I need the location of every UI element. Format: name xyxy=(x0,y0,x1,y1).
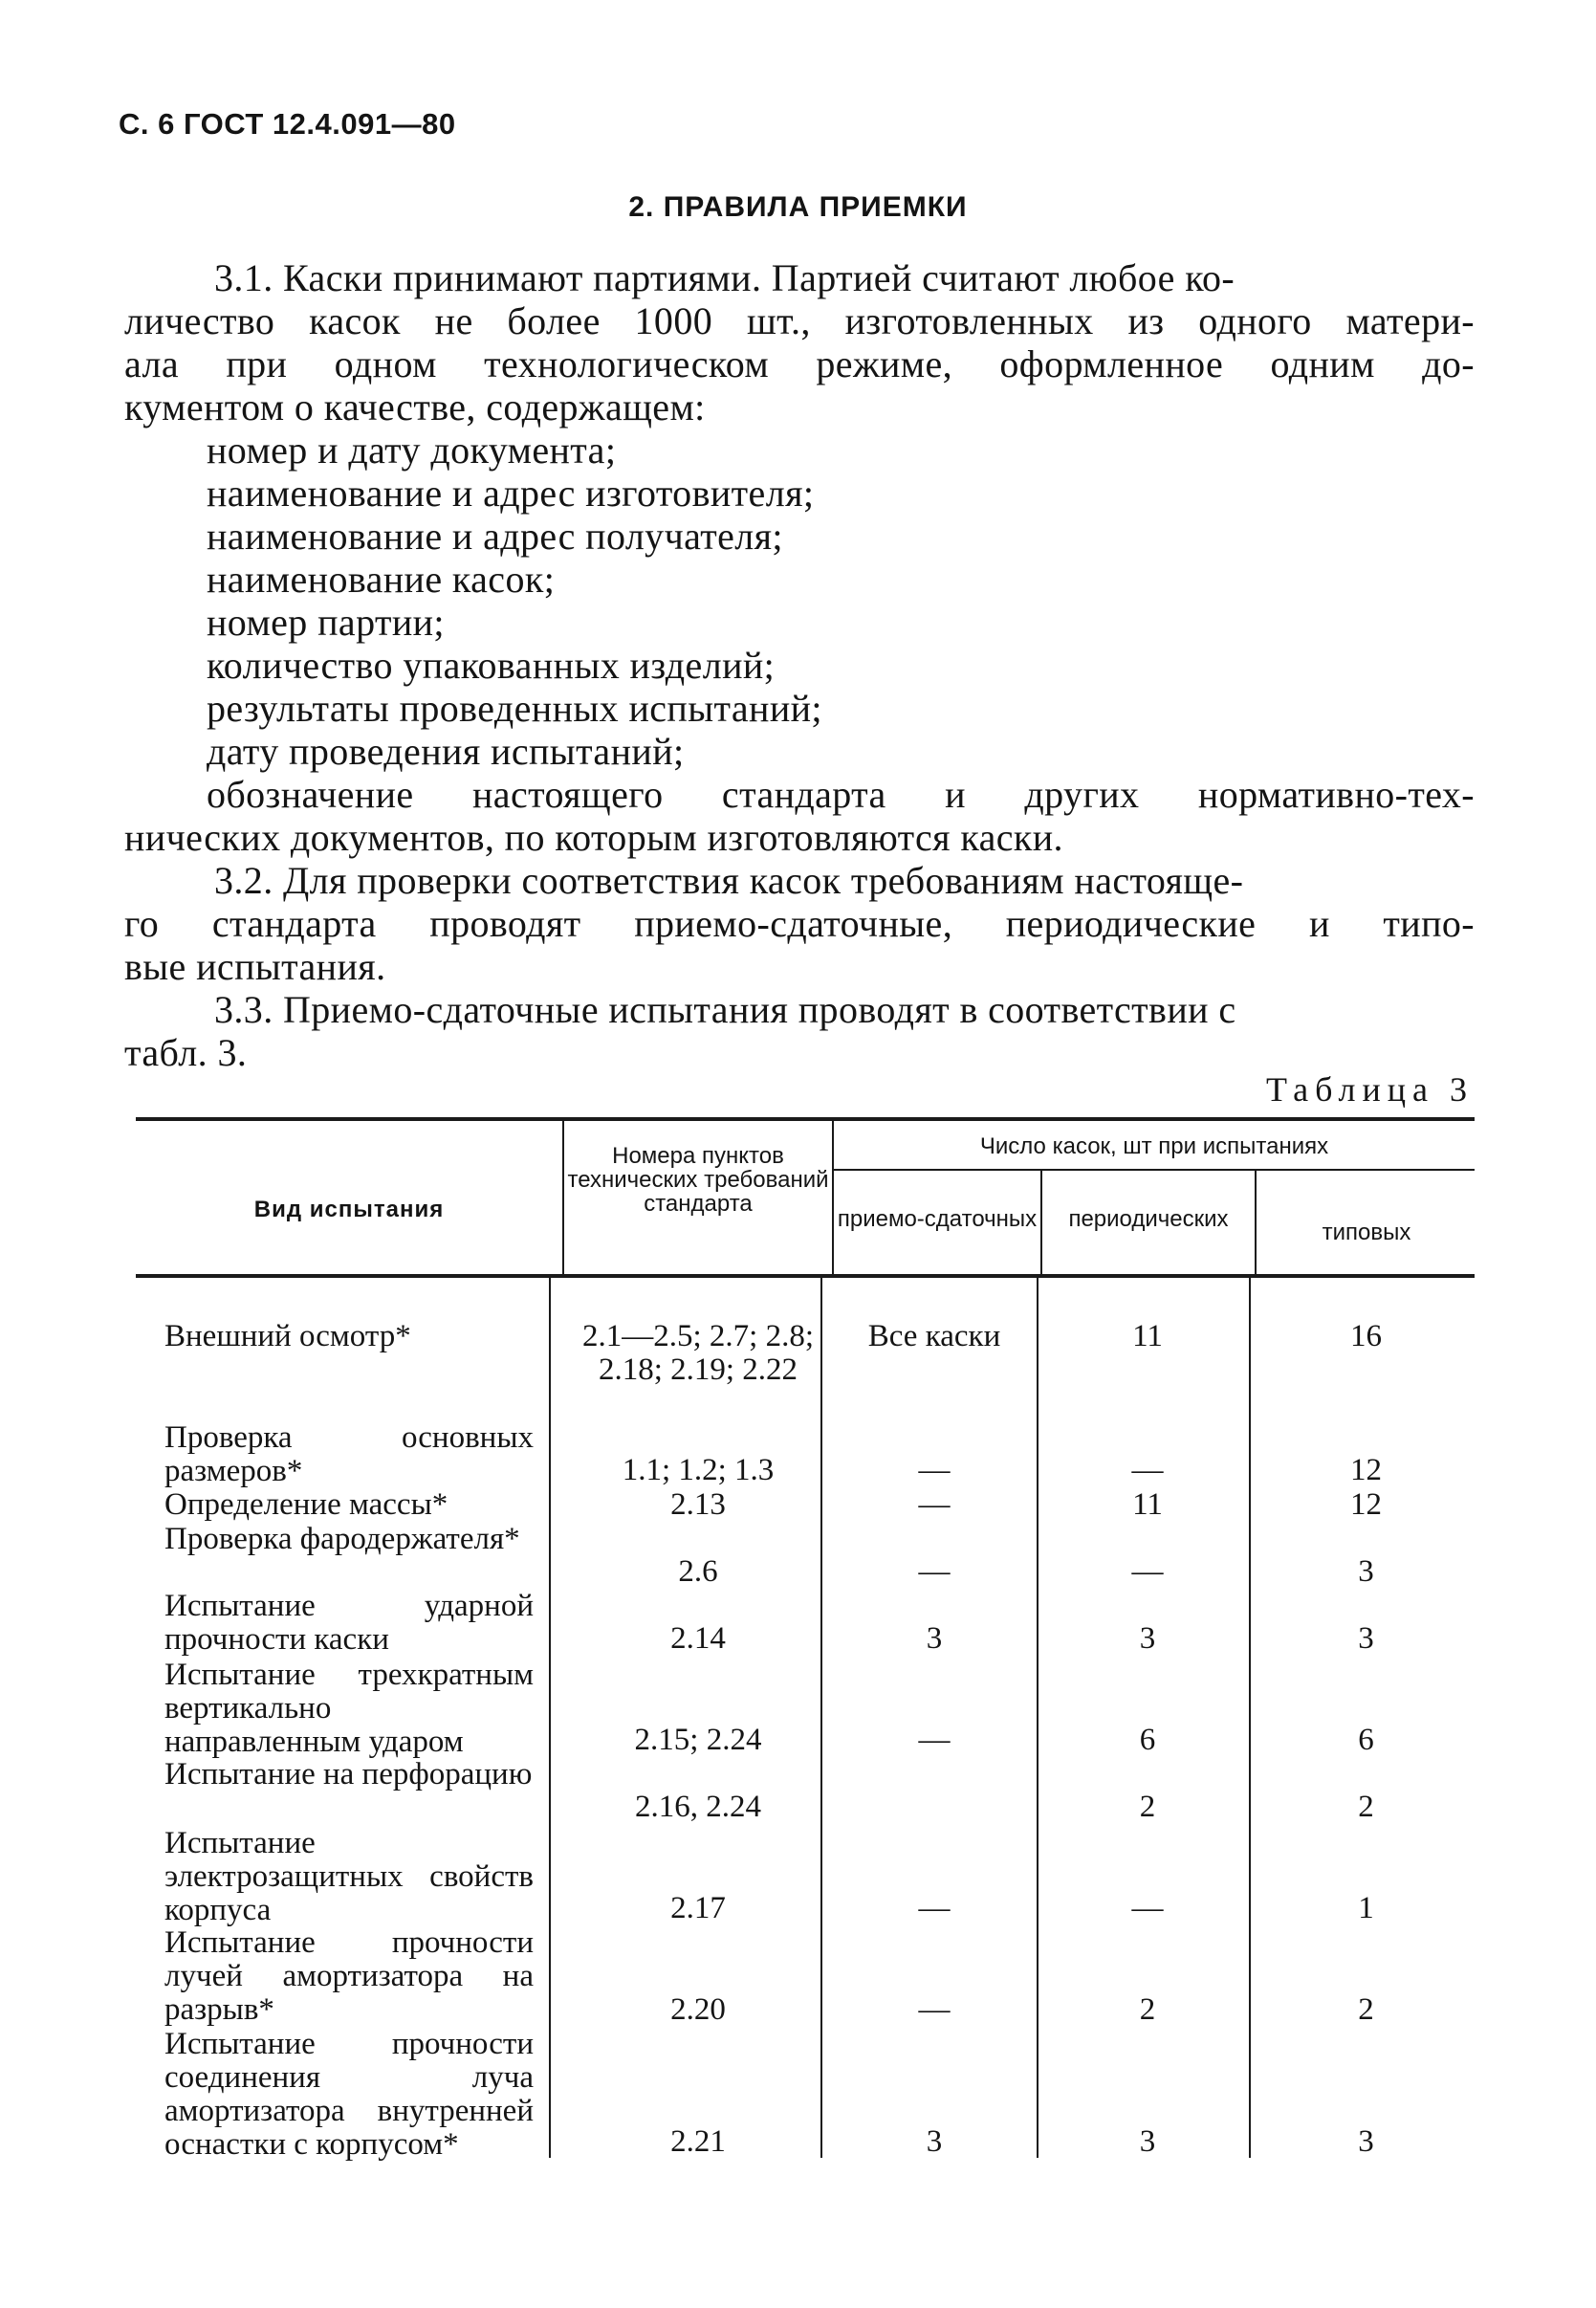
table-row-type: 2 xyxy=(1358,1790,1374,1824)
cell-text: Испытание прочности соединения луча амортизатора внутренней оснастки с корпусом* xyxy=(164,2027,534,2162)
table-row-periodic: 11 xyxy=(1132,1319,1163,1353)
table-row-type: 16 xyxy=(1350,1319,1382,1353)
col-divider xyxy=(1040,1171,1042,1274)
table-row-acceptance: — xyxy=(918,1554,951,1589)
table-row-name xyxy=(122,1758,534,1791)
cell-text: Испытание на перфорацию xyxy=(164,1757,533,1791)
table-row-acceptance: 3 xyxy=(926,1621,943,1656)
col-divider xyxy=(1037,1278,1038,2158)
list-item: наименование и адрес изготовителя; xyxy=(207,472,815,515)
table-row-acceptance: — xyxy=(918,1992,951,2027)
cell-text: Проверка фародержателя* xyxy=(164,1522,520,1556)
table-row-acceptance: Все каски xyxy=(867,1319,1001,1353)
cell-text: Испытание прочности лучей амортизатора на разрыв* xyxy=(164,1925,534,2027)
header-type: типовых xyxy=(1322,1220,1411,1245)
table-row-clauses: 2.6 xyxy=(678,1554,718,1589)
header-test-type: Вид испытания xyxy=(253,1197,445,1222)
table-row-periodic: — xyxy=(1131,1453,1164,1487)
running-head: С. 6 ГОСТ 12.4.091—80 xyxy=(119,107,456,141)
table-row-clauses: 2.17 xyxy=(670,1891,726,1925)
table-row-name xyxy=(122,2028,534,2162)
list-item: количество упакованных изделий; xyxy=(207,644,776,687)
table-row-type: 12 xyxy=(1350,1487,1382,1522)
list-item: номер партии; xyxy=(207,601,445,644)
col-divider xyxy=(549,1278,551,2158)
table-row-name xyxy=(122,1523,534,1556)
table-row-type: 1 xyxy=(1358,1891,1374,1925)
table-row-type: 12 xyxy=(1350,1453,1382,1487)
table-row-name xyxy=(122,1590,534,1657)
list-item-continuation: нических документов, по которым изготовляются каски. xyxy=(124,816,1063,859)
table-row-name xyxy=(122,1488,534,1522)
text-line: 3.1. Каски принимают партиями. Партией считают любое ко- xyxy=(214,256,1235,299)
table-row-name xyxy=(122,1421,534,1488)
table-row-name xyxy=(122,1320,534,1353)
table-row-periodic: 11 xyxy=(1132,1487,1163,1522)
text-line: 3.3. Приемо-сдаточные испытания проводят в соответствии с xyxy=(214,988,1236,1031)
table-row-acceptance: 3 xyxy=(926,2124,943,2159)
cell-text: Испытание электрозащитных свойств корпуса xyxy=(164,1826,534,1927)
list-item: номер и дату документа; xyxy=(207,429,617,472)
table-row-clauses: 2.13 xyxy=(670,1487,726,1522)
table-row-periodic: 2 xyxy=(1139,1790,1156,1824)
section-title: 2. ПРАВИЛА ПРИЕМКИ xyxy=(628,191,968,223)
cell-text: Определение массы* xyxy=(164,1487,448,1522)
table-row-acceptance: — xyxy=(918,1723,951,1757)
table-row-type: 2 xyxy=(1358,1992,1374,2027)
table-row-periodic: 6 xyxy=(1139,1723,1156,1757)
table-row-type: 6 xyxy=(1358,1723,1374,1757)
table-row-type: 3 xyxy=(1358,2124,1374,2159)
cell-text: Испытание ударной прочности каски xyxy=(164,1589,534,1657)
text-line: ала при одном технологическом режиме, оформленное одним до- xyxy=(124,342,1475,385)
text-line: вые испытания. xyxy=(124,945,386,988)
table-row-clauses: 2.15; 2.24 xyxy=(634,1723,762,1757)
table-row-periodic: 2 xyxy=(1139,1992,1156,2027)
table-row-periodic: — xyxy=(1131,1554,1164,1589)
cell-text: Испытание трехкратным вертикально направленным ударом xyxy=(164,1658,534,1759)
col-divider xyxy=(562,1121,564,1274)
header-acceptance: приемо-сдаточных xyxy=(837,1206,1038,1232)
table-row-name xyxy=(122,1926,534,2027)
text-line: кументом о качестве, содержащем: xyxy=(124,385,706,429)
header-periodic: периодических xyxy=(1068,1206,1229,1232)
table-row-acceptance: — xyxy=(918,1453,951,1487)
list-item: наименование касок; xyxy=(207,558,556,601)
table-subheader-rule xyxy=(834,1169,1475,1171)
table-top-rule xyxy=(136,1117,1475,1121)
table-row-type: 3 xyxy=(1358,1554,1374,1589)
table-row-clauses: 2.14 xyxy=(670,1621,726,1656)
col-divider xyxy=(1255,1171,1257,1274)
text-line: го стандарта проводят приемо-сдаточные, периодические и типо- xyxy=(124,902,1475,945)
cell-text: Проверка основных размеров* xyxy=(164,1420,534,1488)
list-item: обозначение настоящего стандарта и других нормативно-тех- xyxy=(207,773,1475,816)
table-header-rule xyxy=(136,1274,1475,1278)
header-count-group: Число касок, шт при испытаниях xyxy=(979,1133,1329,1159)
table-row-acceptance: — xyxy=(918,1487,951,1522)
table-row-clauses: 1.1; 1.2; 1.3 xyxy=(622,1453,775,1487)
table-row-acceptance: — xyxy=(918,1891,951,1925)
list-item: дату проведения испытаний; xyxy=(207,730,685,773)
table-row-clauses: 2.16, 2.24 xyxy=(635,1790,761,1824)
table-row-type: 3 xyxy=(1358,1621,1374,1656)
cell-text: Внешний осмотр* xyxy=(164,1319,411,1353)
table-row-name xyxy=(122,1659,534,1759)
table-caption: Таблица 3 xyxy=(1266,1070,1474,1109)
text-line: 3.2. Для проверки соответствия касок требованиям настояще- xyxy=(214,859,1244,902)
list-item: результаты проведенных испытаний; xyxy=(207,687,822,730)
table-row-clauses: 2.20 xyxy=(670,1992,726,2027)
text-line: табл. 3. xyxy=(124,1031,248,1074)
text-line: личество касок не более 1000 шт., изготовленных из одного матери- xyxy=(124,299,1475,342)
table-row-clauses: 2.1—2.5; 2.7; 2.8; 2.18; 2.19; 2.22 xyxy=(581,1319,814,1387)
table-row-name xyxy=(122,1827,534,1927)
list-item: наименование и адрес получателя; xyxy=(207,515,783,558)
table-row-clauses: 2.21 xyxy=(670,2124,726,2159)
paragraph-3-1 xyxy=(124,256,1475,1074)
table-row-periodic: — xyxy=(1131,1891,1164,1925)
header-clauses: Номера пунктов технических требований стандарта xyxy=(567,1143,829,1217)
table-row-periodic: 3 xyxy=(1139,2124,1156,2159)
table-row-periodic: 3 xyxy=(1139,1621,1156,1656)
